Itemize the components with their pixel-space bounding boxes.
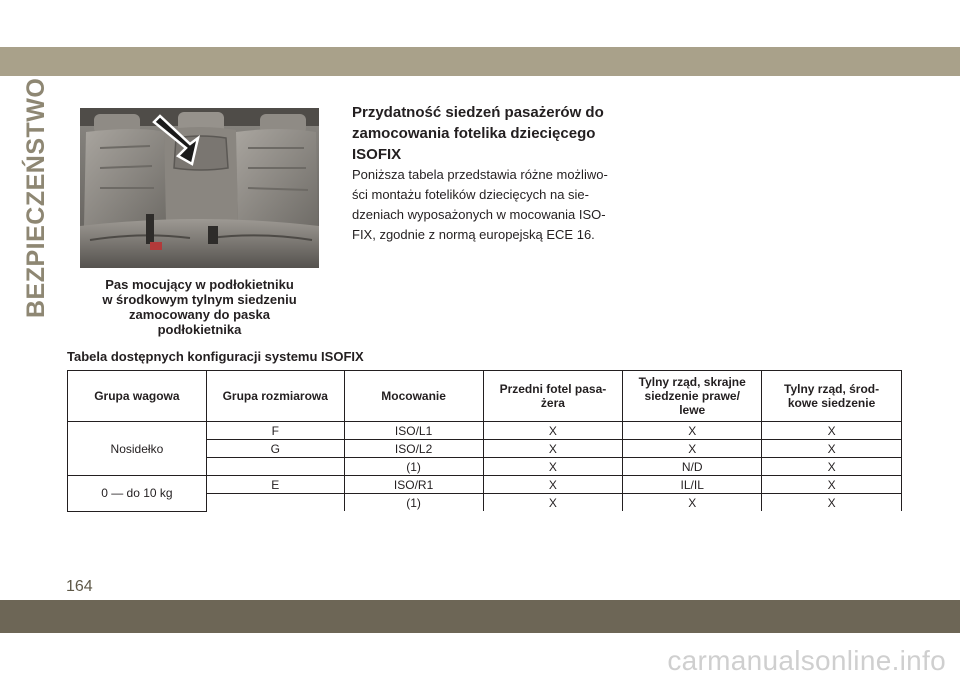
section-title: Przydatność siedzeń pasażerów do zamocowania fotelika dziecięcego ISOFIX (352, 104, 604, 163)
table-cell: X (483, 440, 623, 458)
bottom-band (0, 600, 960, 633)
table-cell: ISO/R1 (344, 476, 483, 494)
table-cell: X (762, 440, 902, 458)
top-band (0, 47, 960, 76)
group-name-cell: 0 — do 10 kg (68, 476, 207, 512)
table-cell: X (762, 476, 902, 494)
table-cell (206, 494, 344, 512)
header-front-passenger: Przedni fotel pasa- żera (483, 371, 623, 422)
table-cell: X (483, 422, 623, 440)
table-cell: F (206, 422, 344, 440)
table-row (68, 422, 902, 440)
table-cell: X (762, 494, 902, 512)
header-rear-outer: Tylny rząd, skrajne siedzenie prawe/ lewe (623, 371, 762, 422)
table-cell: X (623, 494, 762, 512)
table-cell: N/D (623, 458, 762, 476)
section-side-label: BEZPIECZEŃSTWO (22, 77, 50, 318)
table-header-row (68, 371, 902, 422)
table-cell: X (762, 422, 902, 440)
table-cell (206, 458, 344, 476)
watermark-text: carmanualsonline.info (667, 645, 946, 676)
table-cell: (1) (344, 458, 483, 476)
header-rear-center: Tylny rząd, środ- kowe siedzenie (762, 371, 902, 422)
group-name-cell: Nosidełko (68, 422, 207, 476)
table-title: Tabela dostępnych konfiguracji systemu ISOFIX (67, 349, 364, 364)
table-cell: ISO/L1 (344, 422, 483, 440)
table-cell: G (206, 440, 344, 458)
table-cell: E (206, 476, 344, 494)
page-number: 164 (66, 578, 93, 595)
table-cell: X (762, 458, 902, 476)
table-cell: ISO/L2 (344, 440, 483, 458)
header-weight-group: Grupa wagowa (68, 371, 207, 422)
section-body: Poniższa tabela przedstawia różne możliwo- ści montażu fotelików dziecięcych na sie- dzeniach wyposażonych w mocowania ISO- FIX, zgodnie z normą europejską ECE 16. (352, 167, 608, 242)
table-cell: X (483, 458, 623, 476)
table-row (68, 476, 902, 494)
table-cell: X (623, 440, 762, 458)
header-size-group: Grupa rozmiarowa (206, 371, 344, 422)
table-cell: X (483, 494, 623, 512)
seat-photo (80, 108, 319, 268)
isofix-table (67, 370, 902, 512)
table-cell: X (483, 476, 623, 494)
figure-caption: Pas mocujący w podłokietniku w środkowym tylnym siedzeniu zamocowany do paska podłokietnika (102, 277, 297, 337)
table-cell: X (623, 422, 762, 440)
header-mounting: Mocowanie (344, 371, 483, 422)
table-cell: IL/IL (623, 476, 762, 494)
table-cell: (1) (344, 494, 483, 512)
